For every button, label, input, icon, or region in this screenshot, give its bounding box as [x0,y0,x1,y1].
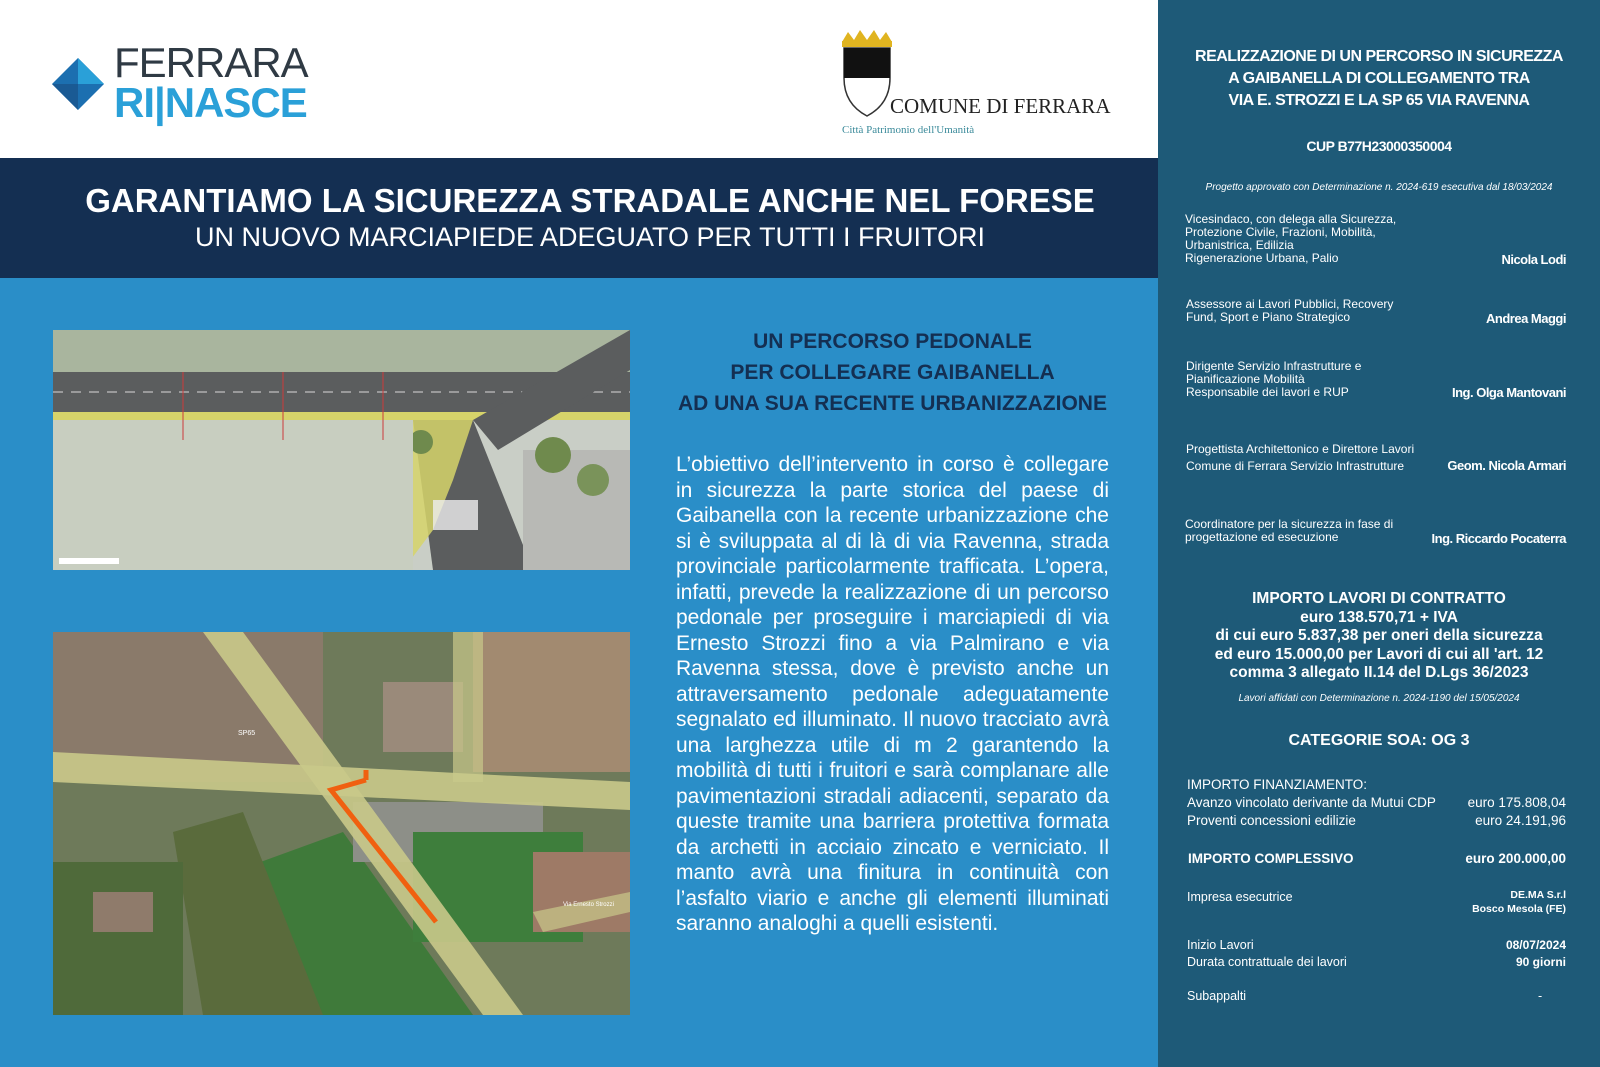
duration-label: Durata contrattuale dei lavori [1187,955,1347,969]
main-title: GARANTIAMO LA SICUREZZA STRADALE ANCHE NEL FORESE [85,182,1095,219]
section-body-text: L’obiettivo dell’intervento in corso è collegare in sicurezza la parte storica del paese di Gaibanella con la recente urbanizzazione che si è sviluppata al di là di via Ravenna, strada provinciale particolarmente trafficata. L’opera, infatti, prevede la realizzazione di un percorso pedonale per proseguire i marciapiedi di via Ernesto Strozzi fino a via Palmirano e via Ravenna stessa, dove è previsto anche un attraversamento pedonale adeguatamente segnalato ed illuminato. Il nuovo tracciato avrà una larghezza utile di m 2 garantendo la mobilità di tutti i fruitori e sarà complanare alle pavimentazioni stradali adiacenti, separato da queste tramite una barriera protettiva formata da archetti in acciaio zincato e verniciato. Il manto avrà una finitura in continuità con l’asfalto viario e anche gli elementi illuminati saranno analoghi a quelli esistenti. [676,453,1109,935]
map-label-sp65: SP65 [238,730,256,737]
comune-subtitle: Città Patrimonio dell'Umanità [842,124,975,136]
section-heading-line-3: AD UNA SUA RECENTE URBANIZZAZIONE [678,392,1107,415]
aerial-map-image [53,632,630,1015]
project-title [1158,46,1600,112]
role-1-description: Vicesindaco, con delega alla Sicurezza, Protezione Civile, Frazioni, Mobilità, Urbanistrica, Edilizia Rigenerazione Urbana, Palio [1185,212,1397,265]
diamond-logo-icon [52,58,104,110]
soa-categories: CATEGORIE SOA: OG 3 [1288,732,1470,749]
section-heading-line-2: PER COLLEGARE GAIBANELLA [730,361,1055,384]
total-value: euro 200.000,00 [1465,851,1566,866]
ferrara-rinasce-logo [52,40,322,130]
project-title-line-1: REALIZZAZIONE DI UN PERCORSO IN SICUREZZA [1195,48,1563,65]
logo-line-2: RI|NASCE [114,79,307,126]
financing-item-1-label: Avanzo vincolato derivante da Mutui CDP [1187,795,1436,810]
subcontract-value: - [1538,989,1543,1003]
comune-name: COMUNE DI FERRARA [890,94,1111,118]
total-label: IMPORTO COMPLESSIVO [1188,851,1354,866]
sub-title: UN NUOVO MARCIAPIEDE ADEGUATO PER TUTTI I FRUITORI [194,222,986,252]
financing-item-2-label: Proventi concessioni edilizie [1187,813,1356,828]
info-panel [1158,0,1600,1067]
city-crest-icon [838,28,896,118]
role-2-description: Assessore ai Lavori Pubblici, Recovery Fund, Sport e Piano Strategico [1186,297,1394,324]
header [0,0,1158,158]
title-band [0,158,1158,278]
contract-amount: IMPORTO LAVORI DI CONTRATTO euro 138.570,71 + IVA di cui euro 5.837,38 per oneri della sicurezza ed euro 15.000,00 per Lavori di cui all 'art. 12 comma 3 allegato II.14 del D.Lgs 36/2023 [1214,590,1544,681]
start-label: Inizio Lavori [1187,938,1254,952]
role-4-description: Progettista Architettonico e Direttore Lavori Comune di Ferrara Servizio Infrastrutture [1186,442,1415,473]
financing-label: IMPORTO FINANZIAMENTO: [1187,777,1368,792]
role-3-name: Ing. Olga Mantovani [1451,385,1566,400]
role-2-name: Andrea Maggi [1486,311,1566,326]
company-label: Impresa esecutrice [1187,890,1293,904]
company-city: Bosco Mesola (FE) [1472,903,1566,915]
financing-item-2-value: euro 24.191,96 [1475,813,1566,828]
comune-di-ferrara-logo [838,28,1138,143]
financing-item-1-value: euro 175.808,04 [1467,795,1566,810]
role-5-description: Coordinatore per la sicurezza in fase di progettazione ed esecuzione [1185,517,1394,544]
approval-note: Progetto approvato con Determinazione n. 2024-619 esecutiva dal 18/03/2024 [1205,182,1553,193]
role-3-description: Dirigente Servizio Infrastrutture e Pianificazione Mobilità Responsabile dei lavori e RUP [1186,359,1362,399]
section-heading [665,326,1120,419]
project-plan-image [53,330,630,570]
section-heading-line-1: UN PERCORSO PEDONALE [753,330,1032,353]
start-value: 08/07/2024 [1505,938,1566,952]
duration-value: 90 giorni [1515,955,1566,969]
map-label-strozzi: Via Ernesto Strozzi [563,902,614,908]
subcontract-label: Subappalti [1187,989,1247,1003]
company-name: DE.MA S.r.l [1510,889,1566,901]
role-5-name: Ing. Riccardo Pocaterra [1431,531,1566,546]
project-title-line-3: VIA E. STROZZI E LA SP 65 VIA RAVENNA [1228,92,1530,109]
contract-note: Lavori affidati con Determinazione n. 2024-1190 del 15/05/2024 [1238,693,1520,704]
role-1-name: Nicola Lodi [1501,252,1566,267]
logo-line-1: FERRARA [114,39,308,86]
project-title-line-2: A GAIBANELLA DI COLLEGAMENTO TRA [1228,70,1530,87]
role-4-name: Geom. Nicola Armari [1447,458,1566,473]
cup-code: CUP B77H23000350004 [1306,138,1452,154]
